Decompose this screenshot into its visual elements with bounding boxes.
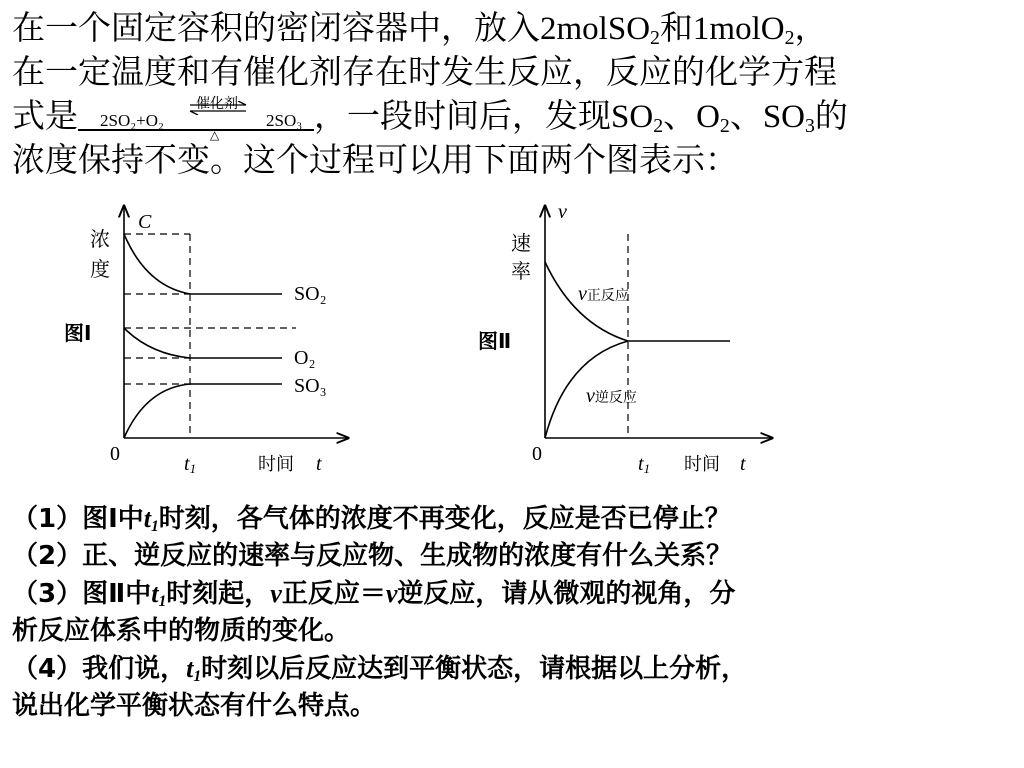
formula: 1molO [692,11,785,47]
figures [0,198,1024,488]
question-text: 正反应＝ [281,579,386,609]
intro-text: ，一段时间后，发现 [314,96,611,135]
question-3 [12,575,1016,613]
label-so3: SO₃ [294,375,327,397]
o2-curve [124,328,282,358]
fig2-t1: t1 [638,453,651,476]
fig1-y-symbol: C [138,211,152,233]
label-so2: SO₂ [294,283,327,305]
var-t: t [186,654,194,683]
fig2-caption: 图Ⅱ [478,329,512,353]
fig2-y-label-2: 率 [511,259,531,283]
species-list [611,99,663,135]
question-text: 时刻起， [166,579,271,609]
question-2: （2）正、逆反应的速率与反应物、生成物的浓度有什么关系？ [12,541,733,571]
subscript: 1 [193,667,202,685]
formula: SO [611,99,654,135]
forward-rate-curve [545,262,730,341]
var-v: v [270,579,282,608]
so2-amount [540,11,660,47]
equation-heat: △ [210,128,220,142]
intro-text: 在一个固定容积的密闭容器中，放入 [12,8,540,47]
subscript: 1 [151,517,159,535]
fig1-y-label-2: 度 [90,257,110,281]
intro-text: 和 [659,8,693,47]
figure-2-rate [545,206,772,438]
subscript: 2 [653,114,664,137]
o2-amount [693,11,795,47]
question-text: （4）我们说， [12,654,187,684]
fig2-x-var: t [740,453,746,475]
fig1-x-label: 时间 [258,454,294,475]
intro-line-4: 浓度保持不变。这个过程可以用下面两个图表示： [12,140,738,179]
formula: O [696,99,720,135]
species-o2 [696,99,730,135]
intro-line-2: 在一定温度和有催化剂存在时发生反应，反应的化学方程 [12,52,837,91]
var-t: t [143,504,151,533]
formula: 2molSO [540,11,651,47]
subscript: 1 [158,592,167,610]
equation-products: 2SO₃ [266,111,303,130]
intro-text: 、 [663,96,697,135]
subscript: 2 [784,26,795,49]
fig1-caption: 图Ⅰ [64,321,92,345]
fig2-y-label-1: 速 [511,231,531,255]
question-text: （1）图Ⅰ中 [12,504,144,534]
question-text: 逆反应，请从微观的视角，分 [397,579,736,609]
intro-line-3 [12,94,1016,142]
intro-line-1 [12,6,1016,50]
var-t: t [151,579,159,608]
fig2-origin: 0 [532,443,542,465]
subscript: 2 [650,26,660,49]
var-v: v [385,579,398,608]
question-text: （3）图Ⅱ中 [12,579,152,609]
equation-blank [78,95,314,142]
so3-curve [124,384,282,438]
question-4-cont: 说出化学平衡状态有什么特点。 [12,691,377,721]
problem-statement [12,6,1016,182]
question-3-cont: 析反应体系中的物质的变化。 [12,616,351,646]
label-reverse-rate: v逆反应 [586,385,637,407]
fig1-y-label-1: 浓 [90,227,110,251]
question-4 [12,650,1016,688]
intro-text: 的 [814,96,848,135]
intro-text: 式是 [12,96,78,135]
fig2-x-label: 时间 [684,454,720,475]
reaction-equation [78,87,314,142]
subscript: 2 [719,114,730,137]
fig1-origin: 0 [110,443,120,465]
equation-catalyst: 催化剂 [196,96,238,112]
equation-reactants: 2SO₂+O₂ [100,111,164,130]
label-o2: O₂ [294,347,316,369]
label-forward-rate: v正反应 [578,283,629,305]
species-so3 [763,99,815,135]
figure-1-concentration [124,206,348,438]
question-1 [12,500,1016,538]
fig1-t1: t1 [184,453,197,476]
question-text: 时刻，各气体的浓度不再变化，反应是否已停止？ [158,504,731,534]
intro-text: 、 [729,96,763,135]
intro-text: ， [794,8,828,47]
questions [12,500,1016,725]
so2-curve [124,234,282,294]
fig2-y-symbol: v [558,201,567,223]
question-text: 时刻以后反应达到平衡状态，请根据以上分析， [201,654,748,684]
formula: SO [762,99,805,135]
subscript: 3 [805,114,815,137]
fig1-x-var: t [316,453,322,475]
